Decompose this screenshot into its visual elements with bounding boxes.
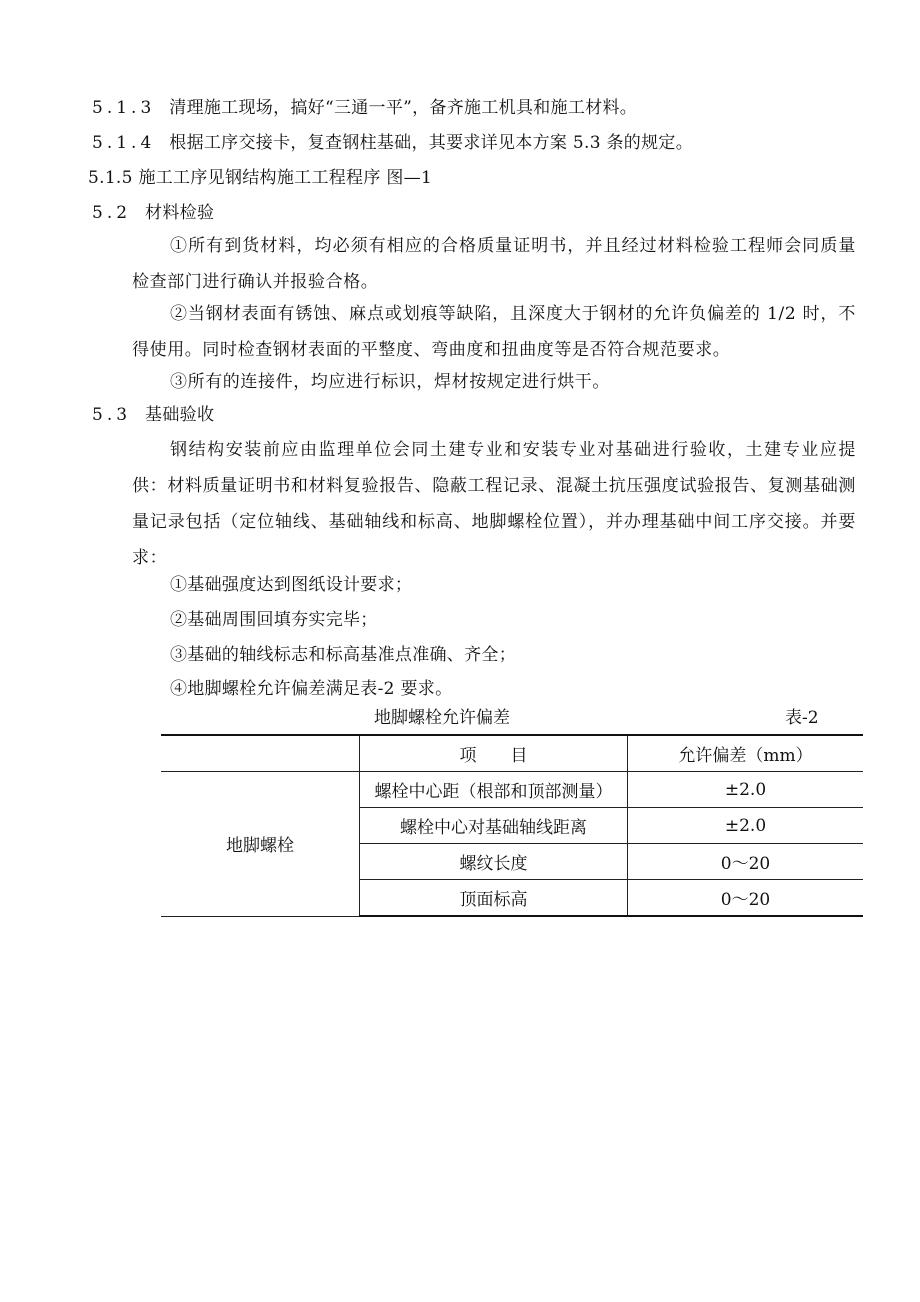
foundation-acceptance-body: 钢结构安装前应由监理单位会同土建专业和安装专业对基础进行验收，土建专业应提供：材料质量证明书和材料复验报告、隐蔽工程记录、混凝土抗压强度试验报告、复测基础测量记录包括（定位轴线、基础轴线和标高、地脚螺栓位置），并办理基础中间工序交接。并要求：	[132, 440, 856, 568]
section-5-1-3	[92, 98, 637, 118]
tolerance-cell: ±2.0	[628, 808, 864, 844]
section-text: 根据工序交接卡，复查钢柱基础，其要求详见本方案 5.3 条的规定。	[169, 133, 694, 153]
header-tolerance: 允许偏差（mm）	[628, 735, 864, 772]
section-5-3-heading	[92, 405, 214, 425]
material-item-1: ①所有到货材料，均必须有相应的合格质量证明书，并且经过材料检验工程师会同质量检查部门进行确认并报验合格。	[132, 236, 856, 292]
section-number: 5.1.3	[92, 98, 156, 118]
material-item-2: ②当钢材表面有锈蚀、麻点或划痕等缺陷，且深度大于钢材的允许负偏差的 1/2 时，不得使用。同时检查钢材表面的平整度、弯曲度和扭曲度等是否符合规范要求。	[132, 304, 856, 360]
group-cell: 地脚螺栓	[161, 772, 360, 917]
foundation-item-4: ④地脚螺栓允许偏差满足表-2 要求。	[170, 679, 453, 699]
section-5-1-5	[88, 168, 432, 188]
material-item-3: ③所有的连接件，均应进行标识，焊材按规定进行烘干。	[170, 372, 610, 392]
section-title: 材料检验	[145, 203, 215, 223]
table-header-row	[161, 735, 863, 772]
table-row	[161, 772, 863, 808]
foundation-item-2: ②基础周围回填夯实完毕；	[170, 610, 378, 630]
section-5-1-4	[92, 133, 693, 153]
section-text: 清理施工现场，搞好“三通一平”，备齐施工机具和施工材料。	[169, 98, 638, 118]
table-label: 表-2	[785, 708, 819, 728]
item-cell: 螺栓中心对基础轴线距离	[360, 808, 628, 844]
item-cell: 顶面标高	[360, 880, 628, 917]
section-number: 5.2	[92, 203, 132, 223]
tolerance-cell: 0～20	[628, 844, 864, 880]
header-item: 项 目	[360, 735, 628, 772]
tolerance-cell: 0～20	[628, 880, 864, 917]
tolerance-cell: ±2.0	[628, 772, 864, 808]
item-cell: 螺纹长度	[360, 844, 628, 880]
section-5-2-heading	[92, 203, 214, 223]
section-number: 5.1.4	[92, 133, 156, 153]
section-number: 5.3	[92, 405, 132, 425]
item-cell: 螺栓中心距（根部和顶部测量）	[360, 772, 628, 808]
header-empty	[161, 735, 360, 772]
anchor-bolt-tolerance-table	[161, 734, 863, 917]
table-caption: 地脚螺栓允许偏差	[374, 708, 510, 728]
foundation-item-1: ①基础强度达到图纸设计要求；	[170, 575, 413, 595]
section-text: 5.1.5 施工工序见钢结构施工工程程序 图—1	[88, 168, 433, 188]
section-title: 基础验收	[145, 405, 215, 425]
foundation-item-3: ③基础的轴线标志和标高基准点准确、齐全；	[170, 645, 516, 665]
